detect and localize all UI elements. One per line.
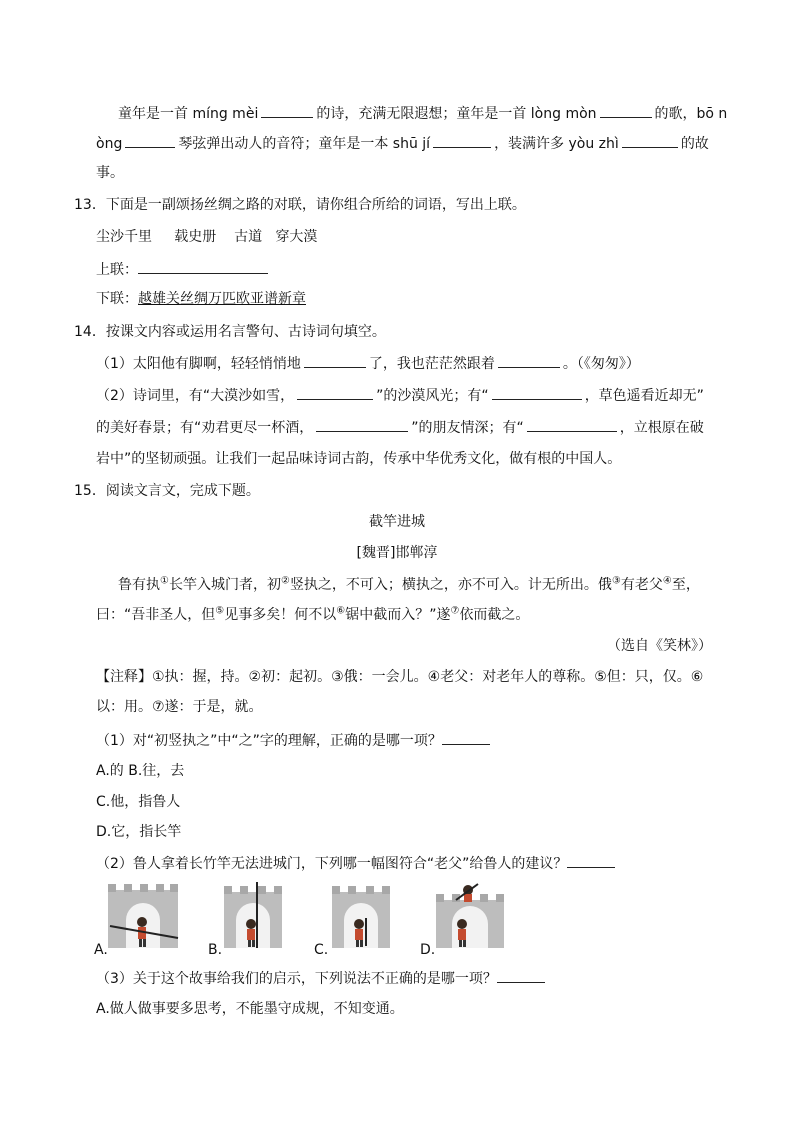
city-gate-horizontal-pole-image xyxy=(106,882,180,950)
passage-line-2: 曰：“吾非圣人，但⑤见事多矣！何不以⑥锯中截而入？”遂⑦依而截之。 xyxy=(96,605,530,623)
option-a[interactable]: A.做人做事要多思考，不能墨守成规，不知变通。 xyxy=(96,1001,404,1017)
picture-label-b: B. xyxy=(208,942,223,958)
q13-word-bank xyxy=(96,227,317,247)
answer-blank[interactable] xyxy=(433,133,491,148)
word-item: 尘沙千里 xyxy=(96,229,152,245)
picture-label-c: C. xyxy=(314,942,329,958)
picture-label-a: A. xyxy=(94,942,108,958)
answer-blank[interactable] xyxy=(497,968,545,983)
q14-stem: 14．按课文内容或运用名言警句、古诗词句填空。 xyxy=(74,324,386,340)
q14-part-2-line-3: 岩中”的坚韧顽强。让我们一起品味诗词古韵，传承中华优秀文化，做有根的中国人。 xyxy=(96,451,622,467)
answer-blank[interactable] xyxy=(442,730,490,745)
option-ab[interactable]: A.的 B.往，去 xyxy=(96,763,185,779)
upper-couplet-blank[interactable] xyxy=(138,259,268,274)
answer-blank[interactable] xyxy=(567,853,615,868)
passage-author: [魏晋]邯郸淳 xyxy=(356,545,438,561)
sub-question-1: （1）对“初竖执之”中“之”字的理解，正确的是哪一项？ xyxy=(96,730,493,751)
lower-couplet-text: 越雄关丝绸万匹欧亚谱新章 xyxy=(138,291,306,307)
sub-question-2: （2）鲁人拿着长竹竿无法进城门，下列哪一幅图符合“老父”给鲁人的建议？ xyxy=(96,853,618,874)
q12-line-2: òng 琴弦弹出动人的音符；童年是一本 shū jí ，装满许多 yòu zhì 的故 xyxy=(96,133,709,154)
picture-label-d: D. xyxy=(420,942,436,958)
q13-upper-couplet: 上联： xyxy=(96,259,271,280)
q13-stem: 13．下面是一副颂扬丝绸之路的对联，请你组合所给的词语，写出上联。 xyxy=(74,197,526,213)
picture-option-c[interactable] xyxy=(330,882,392,950)
q15-stem: 15．阅读文言文，完成下题。 xyxy=(74,483,260,499)
answer-blank[interactable] xyxy=(297,385,373,400)
q14-part-1: （1）太阳他有脚啊，轻轻悄悄地 了，我也茫茫然跟着 。（《匆匆》） xyxy=(96,353,640,374)
answer-blank[interactable] xyxy=(316,417,408,432)
option-c[interactable]: C.他，指鲁人 xyxy=(96,794,181,810)
answer-blank[interactable] xyxy=(600,103,652,118)
q14-part-2-line-2: 的美好春景；有“劝君更尽一杯酒， ”的朋友情深；有“ ，立根原在破 xyxy=(96,417,704,438)
option-d[interactable]: D.它，指长竿 xyxy=(96,824,182,840)
passage-title: 截竿进城 xyxy=(369,514,425,530)
answer-blank[interactable] xyxy=(527,417,617,432)
notes-line-2: 以：用。⑦遂：于是，就。 xyxy=(96,699,263,715)
answer-blank[interactable] xyxy=(622,133,678,148)
answer-blank[interactable] xyxy=(498,353,560,368)
answer-blank[interactable] xyxy=(125,133,175,148)
answer-blank[interactable] xyxy=(304,353,366,368)
word-item: 穿大漠 xyxy=(275,229,318,245)
city-gate-pole-over-wall-image xyxy=(434,882,506,950)
answer-blank[interactable] xyxy=(261,103,313,118)
passage-line-1: 鲁有执①长竿入城门者，初②竖执之，不可入；横执之，亦不可入。计无所出。俄③有老父④至， xyxy=(118,575,700,593)
answer-blank[interactable] xyxy=(492,385,582,400)
q12-line-1: 童年是一首 míng mèi 的诗，充满无限遐想；童年是一首 lòng mòn 的歌，bō n xyxy=(118,103,727,124)
picture-option-a[interactable] xyxy=(106,882,180,950)
word-item: 古道 xyxy=(234,229,263,245)
passage-source: （选自《笑林》） xyxy=(607,638,712,654)
picture-option-d[interactable] xyxy=(434,882,506,950)
q14-part-2-line-1: （2）诗词里，有“大漠沙如雪， ”的沙漠风光；有“ ，草色遥看近却无” xyxy=(96,385,704,406)
word-item: 载史册 xyxy=(174,229,217,245)
city-gate-vertical-pole-image xyxy=(222,882,284,950)
city-gate-short-pole-image xyxy=(330,882,392,950)
q13-lower-couplet: 下联：越雄关丝绸万匹欧亚谱新章 xyxy=(96,291,306,307)
notes-line-1: 【注释】①执：握，持。②初：起初。③俄：一会儿。④老父：对老年人的尊称。⑤但：只，仅。⑥ xyxy=(96,669,704,685)
sub-question-3: （3）关于这个故事给我们的启示，下列说法不正确的是哪一项？ xyxy=(96,968,548,989)
q12-line-3: 事。 xyxy=(96,165,124,181)
picture-option-b[interactable] xyxy=(222,882,284,950)
